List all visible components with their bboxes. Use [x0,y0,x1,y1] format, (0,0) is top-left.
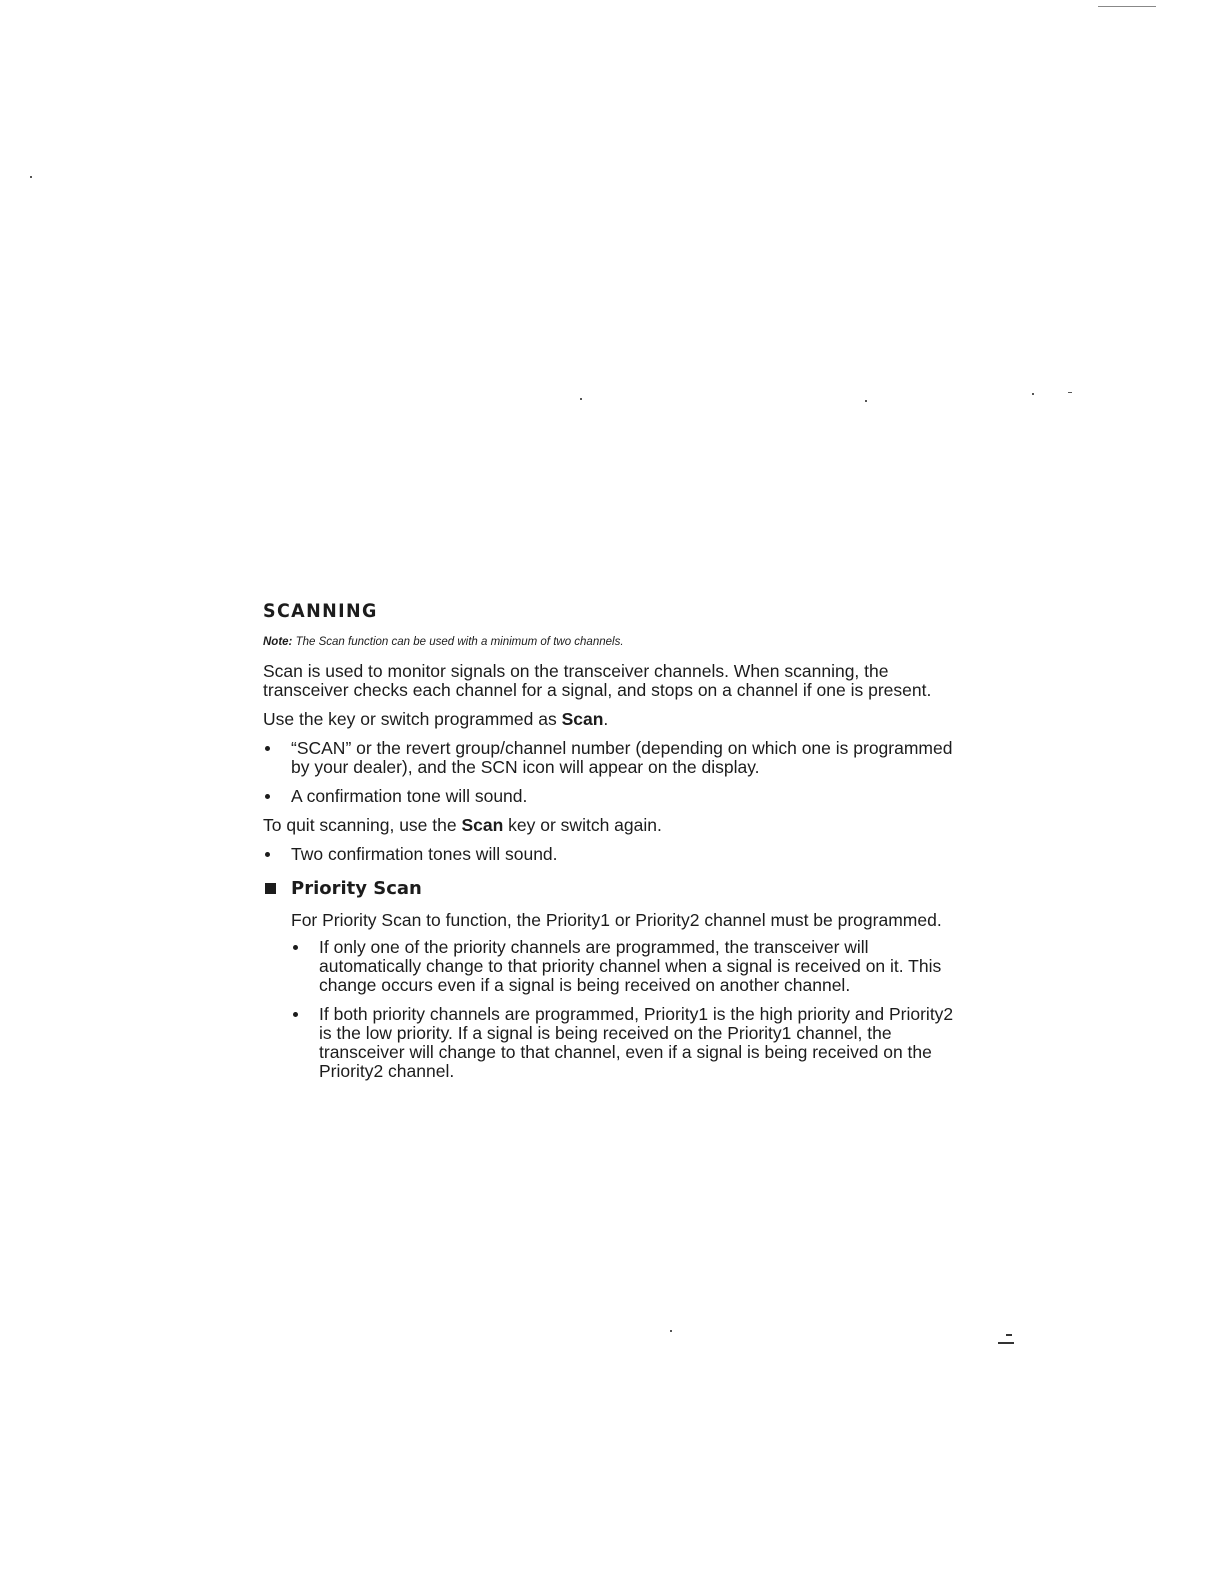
use-key-bold: Scan [561,709,604,729]
scan-speck [1068,392,1072,393]
quit-paragraph [263,816,963,835]
quit-prefix: To quit scanning, use the [263,815,462,835]
list-item-text: If both priority channels are programmed, Priority1 is the high priority and Priority2 is the low priority. If a signal is being received on the Priority1 channel, the transceiver will change to that channel, even if a signal is being received on the Priority2 channel. [319,1004,954,1081]
bullet-icon [293,945,298,950]
quit-bullets [263,845,963,864]
bullet-icon [265,746,270,751]
scan-speck [30,176,32,178]
list-item [263,845,963,864]
scan-mark-bottom-right [1006,1334,1012,1336]
list-item [291,1005,963,1081]
note [263,636,963,648]
scan-mark-bottom-right [998,1342,1014,1344]
intro-paragraph: Scan is used to monitor signals on the transceiver channels. When scanning, the transceiver checks each channel for a signal, and stops on a channel if one is present. [263,661,932,700]
note-label: Note: [263,636,293,648]
list-item-text: If only one of the priority channels are programmed, the transceiver will automatically change to that priority channel when a signal is received on it. This change occurs even if a signal is being received on another channel. [319,937,942,995]
scan-mark-top-right [1098,6,1156,7]
use-key-paragraph [263,710,963,729]
scan-speck [670,1330,672,1332]
note-text: The Scan function can be used with a minimum of two channels. [295,636,624,648]
scan-speck [580,398,582,400]
priority-scan-bullets [291,938,963,1081]
list-item-text: A confirmation tone will sound. [291,786,528,806]
list-item [263,739,963,777]
quit-suffix: key or switch again. [503,815,662,835]
scan-speck [865,400,867,402]
list-item-text: “SCAN” or the revert group/channel number (depending on which one is programmed by your dealer), and the SCN icon will appear on the display. [291,738,953,777]
document-page [263,600,963,1091]
list-item [263,787,963,806]
bullet-icon [265,852,270,857]
square-bullet-icon [265,883,276,894]
list-item-text: Two confirmation tones will sound. [291,844,558,864]
priority-scan-title [263,878,963,899]
start-bullets [263,739,963,806]
priority-scan-title-text: Priority Scan [291,878,422,899]
priority-scan-section [263,911,963,1081]
use-key-suffix: . [603,709,609,729]
section-title: SCANNING [263,600,378,622]
use-key-prefix: Use the key or switch programmed as [263,709,562,729]
bullet-icon [293,1012,298,1017]
list-item [291,938,963,995]
scan-speck [1032,393,1034,395]
bullet-icon [265,794,270,799]
quit-bold: Scan [461,815,504,835]
priority-scan-intro: For Priority Scan to function, the Priority1 or Priority2 channel must be programmed. [291,910,942,930]
